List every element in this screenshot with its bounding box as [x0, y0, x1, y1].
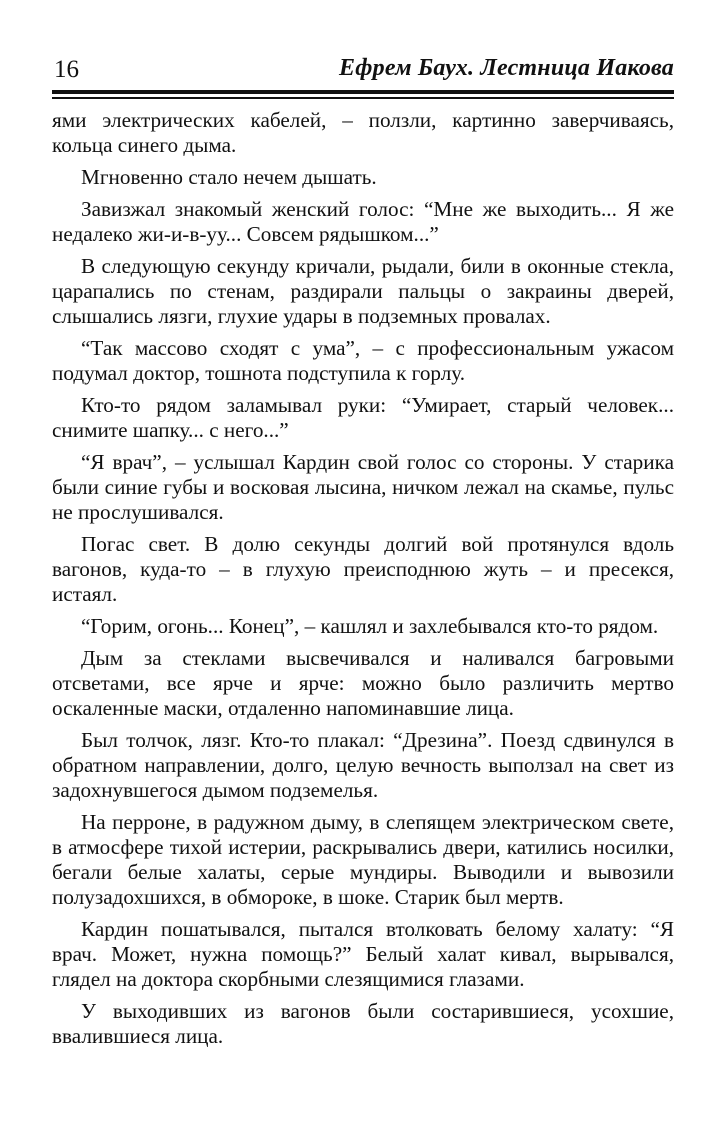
paragraph: Дым за стеклами высвечивался и наливался багровыми отсветами, все ярче и ярче: можно было различить мертво оскаленные маски, отдаленно напоминавшие лица. — [52, 646, 674, 720]
paragraph: “Я врач”, – услышал Кардин свой голос со стороны. У старика были синие губы и восковая лысина, ничком лежал на скамье, пульс не прослушивался. — [52, 450, 674, 524]
paragraph: Мгновенно стало нечем дышать. — [81, 165, 377, 189]
paragraph: Был толчок, лязг. Кто-то плакал: “Дрезина”. Поезд сдвинулся в обратном направлении, долго, целую вечность выползал на свет из задохнувшегося дымом подземелья. — [52, 728, 674, 802]
paragraph: Завизжал знакомый женский голос: “Мне же выходить... Я же недалеко жи-и-в-уу... Совсем рядышком...” — [52, 197, 674, 246]
paragraph: “Горим, огонь... Конец”, – кашлял и захлебывался кто-то рядом. — [81, 614, 659, 638]
paragraph: Кто-то рядом заламывал руки: “Умирает, старый человек... снимите шапку... с него...” — [52, 393, 674, 442]
header-rule-thin — [52, 97, 674, 99]
body-text — [52, 108, 674, 1049]
page-header — [52, 48, 674, 88]
paragraph: ями электрических кабелей, – ползли, картинно заверчиваясь, кольца синего дыма. — [52, 108, 674, 157]
header-rule-thick — [52, 90, 674, 94]
paragraph: “Так массово сходят с ума”, – с профессиональным ужасом подумал доктор, тошнота подступила к горлу. — [52, 336, 674, 385]
paragraph: На перроне, в радужном дыму, в слепящем электрическом свете, в атмосфере тихой истерии, раскрывались двери, катились носилки, бегали белые халаты, серые мундиры. Выводили и вывозили полузадохшихся, в обмороке, в шоке. Старик был мертв. — [52, 810, 674, 909]
paragraph: В следующую секунду кричали, рыдали, били в оконные стекла, царапались по стенам, раздирали пальцы о закраины дверей, слышались лязги, глухие удары в подземных провалах. — [52, 254, 674, 328]
page-number: 16 — [54, 56, 79, 83]
paragraph: Кардин пошатывался, пытался втолковать белому халату: “Я врач. Может, нужна помощь?” Белый халат кивал, вырывался, глядел на доктора скорбными слезящимися глазами. — [52, 917, 674, 991]
paragraph: У выходивших из вагонов были состарившиеся, усохшие, ввалившиеся лица. — [52, 999, 674, 1048]
paragraph: Погас свет. В долю секунды долгий вой протянулся вдоль вагонов, куда-то – в глухую преисподнюю жуть – и пресекся, истаял. — [52, 532, 674, 606]
running-title: Ефрем Баух. Лестница Иакова — [339, 55, 674, 81]
